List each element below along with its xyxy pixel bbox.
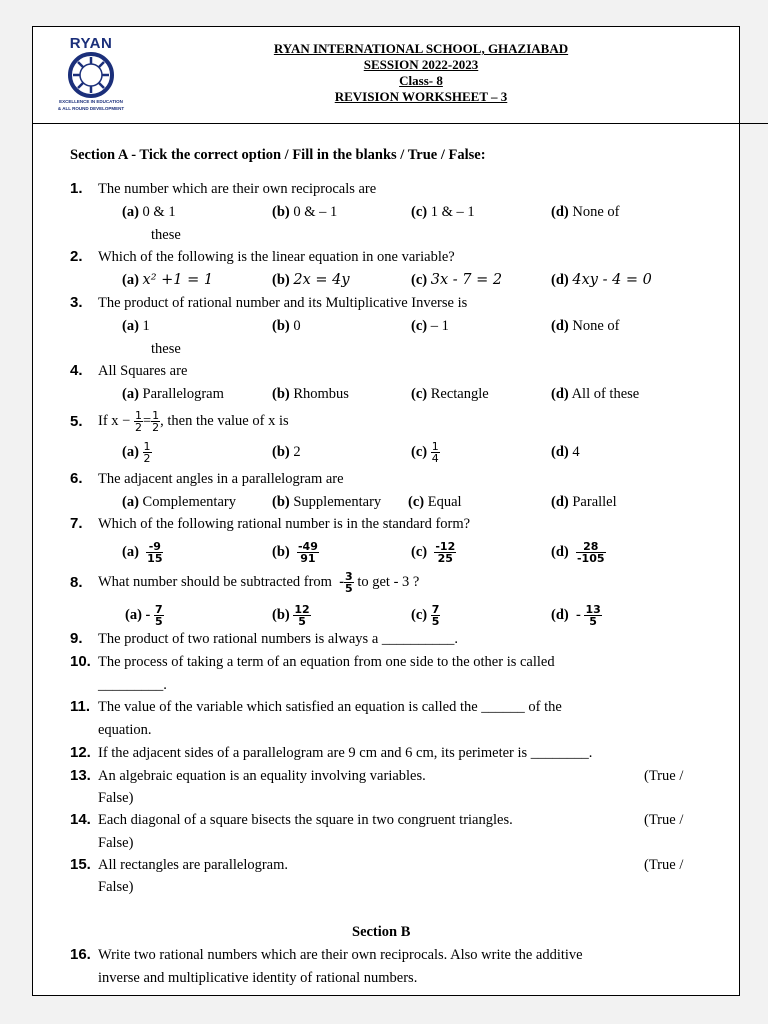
q13-true-false: (True / [644,768,684,784]
q4-text: All Squares are [98,363,188,379]
q12-text: If the adjacent sides of a parallelogram are 9 cm and 6 cm, its perimeter is ________. [98,745,593,761]
q3-option-d: (d) None of [551,318,620,334]
q5-option-a: (a) $\frac{1}{2}$ [122,440,151,466]
q13-true-false-cont: False) [98,790,134,806]
q6-number: 6. [70,470,83,487]
q15-number: 15. [70,856,91,873]
q5-text: If x − $\frac{1}{2}$ = $\frac{1}{2}$ , then the value of x is [98,409,289,435]
q12-number: 12. [70,744,91,761]
q2-number: 2. [70,248,83,265]
q3-text: The product of rational number and its Multiplicative Inverse is [98,295,468,311]
header-title-block [203,41,639,105]
q4-option-d: (d) All of these [551,386,640,402]
q8-text: What number should be subtracted from - $\frac{3}{5}$ to get - 3 ? [98,570,420,596]
worksheet-page [32,26,740,996]
q5-fraction-2: $\frac{1}{2}$ [152,409,160,435]
q5-option-b: (b) 2 [272,444,301,460]
class: Class- 8 [399,73,443,88]
q8-number: 8. [70,574,83,591]
q4-option-c: (c) Rectangle [411,386,489,402]
q6-text: The adjacent angles in a parallelogram are [98,471,344,487]
q2-option-b: (b) 2x = 4y [272,272,350,288]
q6-option-c: (c) Equal [408,494,462,510]
q4-number: 4. [70,362,83,379]
q11-text-cont: equation. [98,722,152,738]
q6-option-d: (d) Parallel [551,494,617,510]
q16-text-cont: inverse and multiplicative identity of rational numbers. [98,970,418,986]
q3-option-a: (a) 1 [122,318,150,334]
logo-emblem-icon [65,51,117,99]
school-name: RYAN INTERNATIONAL SCHOOL, GHAZIABAD [273,41,569,56]
q5-fraction-1: $\frac{1}{2}$ [134,409,142,435]
q7-option-b: (b) $\frac{-49}{91}$ [272,540,318,566]
q7-option-c: (c) $\frac{-12}{25}$ [411,540,456,566]
q5-option-c: (c) $\frac{1}{4}$ [411,440,439,466]
q4-option-b: (b) Rhombus [272,386,349,402]
q10-text: The process of taking a term of an equation from one side to the other is called [98,654,555,670]
section-b-heading: Section B [352,924,411,940]
q6-option-a: (a) Complementary [122,494,236,510]
header-rule-extension [739,123,768,124]
q14-true-false: (True / [644,812,684,828]
q9-number: 9. [70,630,83,647]
q11-number: 11. [70,698,91,715]
q7-text: Which of the following rational number is in the standard form? [98,516,471,532]
q7-number: 7. [70,515,83,532]
q6-option-b: (b) Supplementary [272,494,382,510]
q1-option-b: (b) 0 & – 1 [272,204,338,220]
q3-number: 3. [70,294,83,311]
q13-number: 13. [70,767,91,784]
q1-number: 1. [70,180,83,197]
q15-true-false-cont: False) [98,879,134,895]
q16-number: 16. [70,946,91,963]
q9-text: The product of two rational numbers is always a __________. [98,631,459,647]
section-a-heading: Section A - Tick the correct option / Fill in the blanks / True / False: [70,147,486,163]
q13-text: An algebraic equation is an equality involving variables. [98,768,426,784]
q14-true-false-cont: False) [98,835,134,851]
q14-number: 14. [70,811,91,828]
q7-option-a: (a) $\frac{-9}{15}$ [122,540,163,566]
session: SESSION 2022-2023 [363,57,479,72]
q15-text: All rectangles are parallelogram. [98,857,289,873]
worksheet-header [33,27,739,124]
q8-fraction: $\frac{3}{5}$ [345,570,353,596]
q3-option-b: (b) 0 [272,318,301,334]
q8-option-b: (b) $\frac{12}{5}$ [272,603,310,629]
q5-option-d: (d) 4 [551,444,580,460]
logo-brand: RYAN [69,35,113,52]
q11-text: The value of the variable which satisfied an equation is called the ______ of the [98,699,562,715]
logo-tagline-1: EXCELLENCE IN EDUCATION [59,99,123,104]
logo-tagline-2: & ALL ROUND DEVELOPMENT [57,106,125,111]
q8-option-c: (c) $\frac{7}{5}$ [411,603,440,629]
q14-text: Each diagonal of a square bisects the square in two congruent triangles. [98,812,513,828]
q2-option-a: (a) x² +1 = 1 [122,272,214,288]
q1-option-a: (a) 0 & 1 [122,204,176,220]
q15-true-false: (True / [644,857,684,873]
q2-text: Which of the following is the linear equation in one variable? [98,249,455,265]
worksheet-title: REVISION WORKSHEET – 3 [334,89,508,104]
q1-option-d: (d) None of [551,204,620,220]
q1-text: The number which are their own reciprocals are [98,181,377,197]
q1-option-d-cont: these [151,227,181,243]
q16-text: Write two rational numbers which are their own reciprocals. Also write the additive [98,947,583,963]
q2-option-d: (d) 4xy - 4 = 0 [551,272,652,288]
q8-option-a: (a) - $\frac{7}{5}$ [125,603,163,629]
q5-number: 5. [70,413,83,430]
q1-option-c: (c) 1 & – 1 [411,204,475,220]
q2-option-c: (c) 3x - 7 = 2 [411,272,503,288]
q10-text-cont: _________. [98,677,167,693]
q3-option-c: (c) – 1 [411,318,449,334]
q3-option-d-cont: these [151,341,181,357]
q7-option-d: (d) $\frac{28}{-105}$ [551,540,605,566]
q10-number: 10. [70,653,91,670]
q8-option-d: (d) - $\frac{13}{5}$ [551,603,601,629]
school-logo [51,35,131,115]
q4-option-a: (a) Parallelogram [122,386,224,402]
